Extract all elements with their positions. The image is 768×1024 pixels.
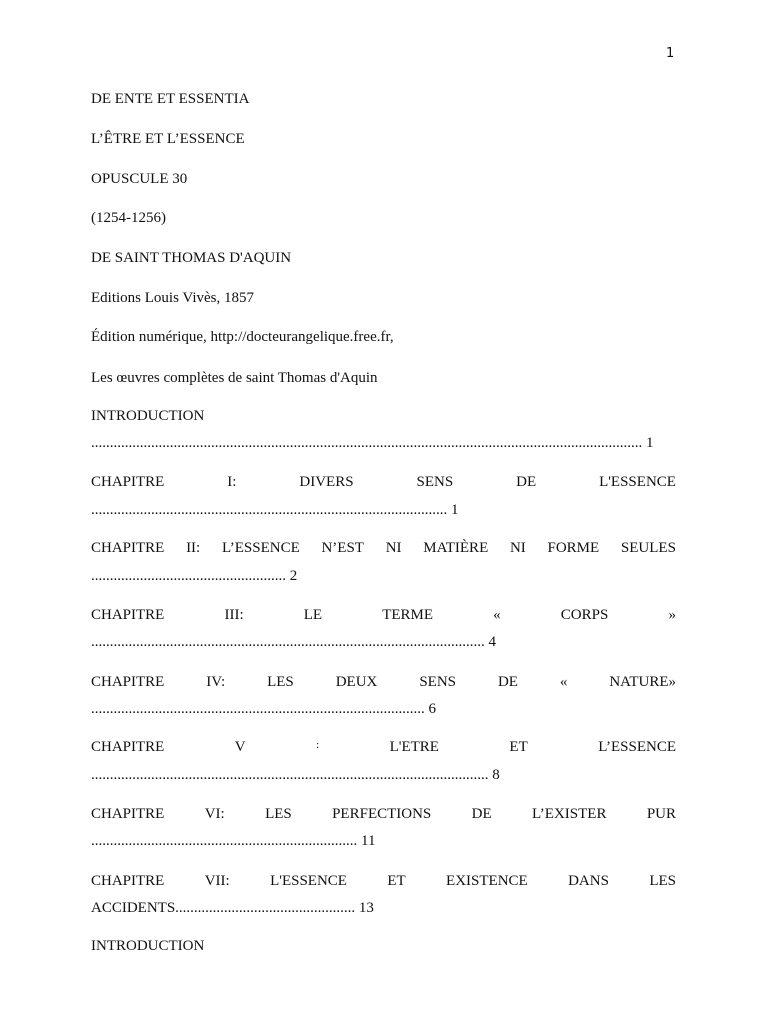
- toc-entry-leader[interactable]: ACCIDENTS................................................ 13: [91, 900, 374, 916]
- toc-entry-title[interactable]: CHAPITRE V : L'ETRE ET L’ESSENCE: [91, 739, 676, 755]
- latin-title: DE ENTE ET ESSENTIA: [91, 91, 250, 107]
- toc-entry-leader[interactable]: ......................................................................................................... 4: [91, 634, 496, 650]
- toc-page-number: 4: [488, 634, 496, 650]
- toc-entry-title[interactable]: CHAPITRE II: L’ESSENCE N’EST NI MATIÈRE NI FORME SEULES: [91, 540, 676, 556]
- toc-page-number: 11: [361, 833, 376, 849]
- toc-entry-title[interactable]: INTRODUCTION: [91, 408, 205, 424]
- toc-entry-title[interactable]: CHAPITRE I: DIVERS SENS DE L'ESSENCE: [91, 474, 676, 490]
- toc-entry-leader[interactable]: ................................................................................................................................................... 1: [91, 435, 654, 451]
- toc-entry-title[interactable]: CHAPITRE III: LE TERME « CORPS »: [91, 607, 676, 623]
- french-title: L’ÊTRE ET L’ESSENCE: [91, 131, 245, 147]
- author: DE SAINT THOMAS D'AQUIN: [91, 250, 292, 266]
- toc-entry-leader[interactable]: ............................................................................................... 1: [91, 502, 459, 518]
- toc-entry-title[interactable]: CHAPITRE IV: LES DEUX SENS DE « NATURE»: [91, 674, 676, 690]
- collection-note: Les œuvres complètes de saint Thomas d'Aquin: [91, 370, 378, 386]
- date-range: (1254-1256): [91, 210, 166, 226]
- section-heading: INTRODUCTION: [91, 938, 205, 954]
- toc-page-number: 8: [492, 767, 500, 783]
- toc-page-number: 1: [451, 502, 459, 518]
- toc-entry-leader[interactable]: ......................................................................................... 6: [91, 701, 436, 717]
- toc-entry-leader[interactable]: .................................................... 2: [91, 568, 298, 584]
- digital-edition: Édition numérique, http://docteurangelique.free.fr,: [91, 329, 394, 345]
- opuscule-number: OPUSCULE 30: [91, 171, 188, 187]
- toc-entry-title[interactable]: CHAPITRE VI: LES PERFECTIONS DE L’EXISTER PUR: [91, 806, 676, 822]
- toc-page-number: 13: [358, 900, 374, 916]
- toc-page-number: 1: [646, 435, 654, 451]
- toc-entry-title[interactable]: CHAPITRE VII: L'ESSENCE ET EXISTENCE DANS LES: [91, 873, 676, 889]
- toc-entry-leader[interactable]: .......................................................................................................... 8: [91, 767, 500, 783]
- publisher: Editions Louis Vivès, 1857: [91, 290, 254, 306]
- toc-page-number: 6: [428, 701, 436, 717]
- page-number: 1: [666, 46, 675, 61]
- toc-page-number: 2: [289, 568, 298, 584]
- toc-entry-leader[interactable]: ....................................................................... 11: [91, 833, 376, 849]
